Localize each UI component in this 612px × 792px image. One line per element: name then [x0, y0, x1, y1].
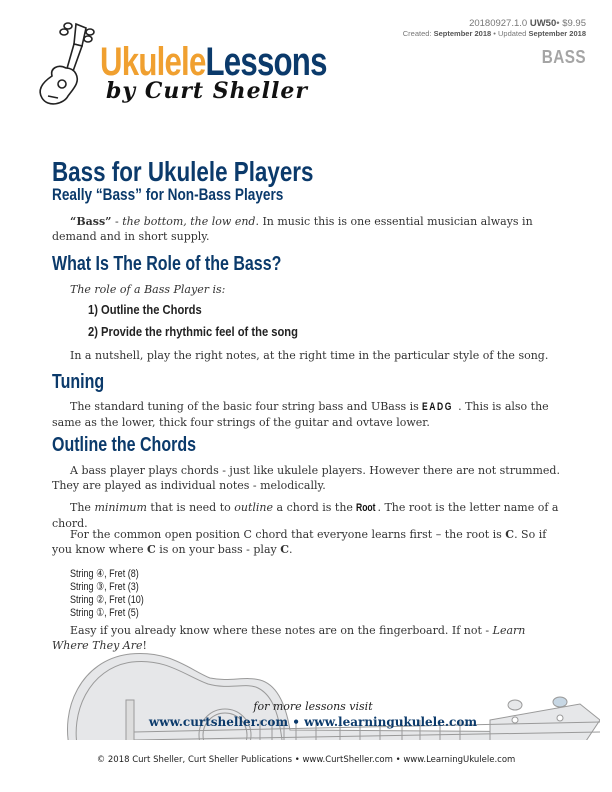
outline-paragraph-1: [52, 463, 562, 493]
text: The: [70, 501, 95, 514]
text: !: [142, 639, 147, 652]
category-badge: BASS: [541, 47, 586, 67]
text: .: [288, 543, 293, 556]
string-fret-item: String ④, Fret (8): [70, 568, 139, 580]
text: Easy if you already know where these notes are on the fingerboard. If not -: [70, 624, 493, 637]
tuning-notes: EADG: [422, 401, 454, 413]
price: $9.95: [562, 18, 586, 29]
footer-website-links[interactable]: www.curtsheller.com • www.learningukulele.com: [148, 715, 478, 729]
role-summary-text: In a nutshell, play the right notes, at the right time in the particular style of the song.: [70, 349, 549, 362]
version-line: [403, 18, 586, 29]
tuning-text: The standard tuning of the basic four string bass and UBass is: [70, 400, 423, 413]
text: a chord is the: [273, 501, 357, 514]
role-lead-text: The role of a Bass Player is:: [70, 283, 226, 296]
separator: •: [556, 18, 560, 29]
role-list: [88, 302, 332, 339]
learn-where-they-are: Learn Where They Are: [52, 624, 526, 652]
section-heading-role: What Is The Role of the Bass?: [52, 253, 282, 275]
string-fret-item: String ①, Fret (5): [70, 607, 139, 619]
bass-term: “Bass”: [70, 215, 112, 228]
text: is on your bass - play: [155, 543, 281, 556]
created-date: September 2018: [433, 29, 492, 38]
role-lead: [52, 282, 562, 297]
page-title: Bass for Ukulele Players: [52, 156, 314, 187]
root-term: Root: [356, 502, 376, 514]
text: that is need to: [146, 501, 235, 514]
logo-word-lessons: Lessons: [205, 40, 327, 84]
role-item: 2) Provide the rhythmic feel of the song: [88, 324, 298, 339]
dates-line: [403, 29, 586, 39]
text: For the common open position C chord that everyone learns first – the root is: [70, 528, 506, 541]
string-fret-list: [70, 568, 160, 620]
updated-label: Updated: [498, 29, 527, 38]
page-subtitle: Really “Bass” for Non-Bass Players: [52, 185, 284, 204]
updated-date: September 2018: [528, 29, 586, 38]
logo-wordmark: [100, 42, 327, 82]
logo-byline: by Curt Sheller: [106, 78, 308, 104]
outline-emphasis: outline: [234, 501, 274, 514]
ukulele-lessons-logo[interactable]: [28, 18, 388, 108]
separator: •: [493, 29, 496, 38]
text: . The root is the letter name of a chord.: [52, 501, 559, 530]
minimum-emphasis: minimum: [94, 501, 147, 514]
outline-p1-text: A bass player plays chords - just like ukulele players. However there are not strummed. They are played as individual notes - melodically.: [52, 464, 560, 492]
role-summary: [52, 348, 562, 363]
note-c: C: [280, 543, 289, 556]
note-c: C: [146, 543, 156, 556]
bass-definition: the bottom, the low end: [122, 215, 256, 228]
version-number: 20180927.1.0: [469, 18, 528, 29]
product-code: UW50: [529, 18, 557, 29]
dash: -: [111, 215, 123, 228]
logo-word-ukulele: Ukulele: [100, 40, 206, 84]
tuning-paragraph: [52, 399, 562, 430]
section-heading-tuning: Tuning: [52, 371, 105, 393]
footer-visit-text: for more lessons visit: [253, 700, 373, 713]
ukulele-icon: [28, 18, 108, 108]
intro-paragraph: [52, 214, 562, 244]
copyright-line: © 2018 Curt Sheller, Curt Sheller Publications • www.CurtSheller.com • www.LearningUkulele.com: [96, 755, 516, 765]
role-item: 1) Outline the Chords: [88, 302, 202, 317]
section-heading-outline: Outline the Chords: [52, 434, 196, 456]
string-fret-item: String ②, Fret (10): [70, 594, 144, 606]
string-fret-item: String ③, Fret (3): [70, 581, 139, 593]
text: . So if you know where: [52, 528, 547, 556]
intro-rest: . In music this is one essential musician always in demand and in short supply.: [52, 215, 533, 243]
outline-paragraph-4: [52, 623, 562, 653]
tuning-text-after: . This is also the same as the lower, thick four strings of the guitar and ovtave lower.: [52, 400, 549, 429]
outline-paragraph-3: [52, 527, 562, 557]
created-label: Created:: [402, 29, 432, 38]
note-c: C: [505, 528, 515, 541]
document-meta: [403, 18, 586, 39]
